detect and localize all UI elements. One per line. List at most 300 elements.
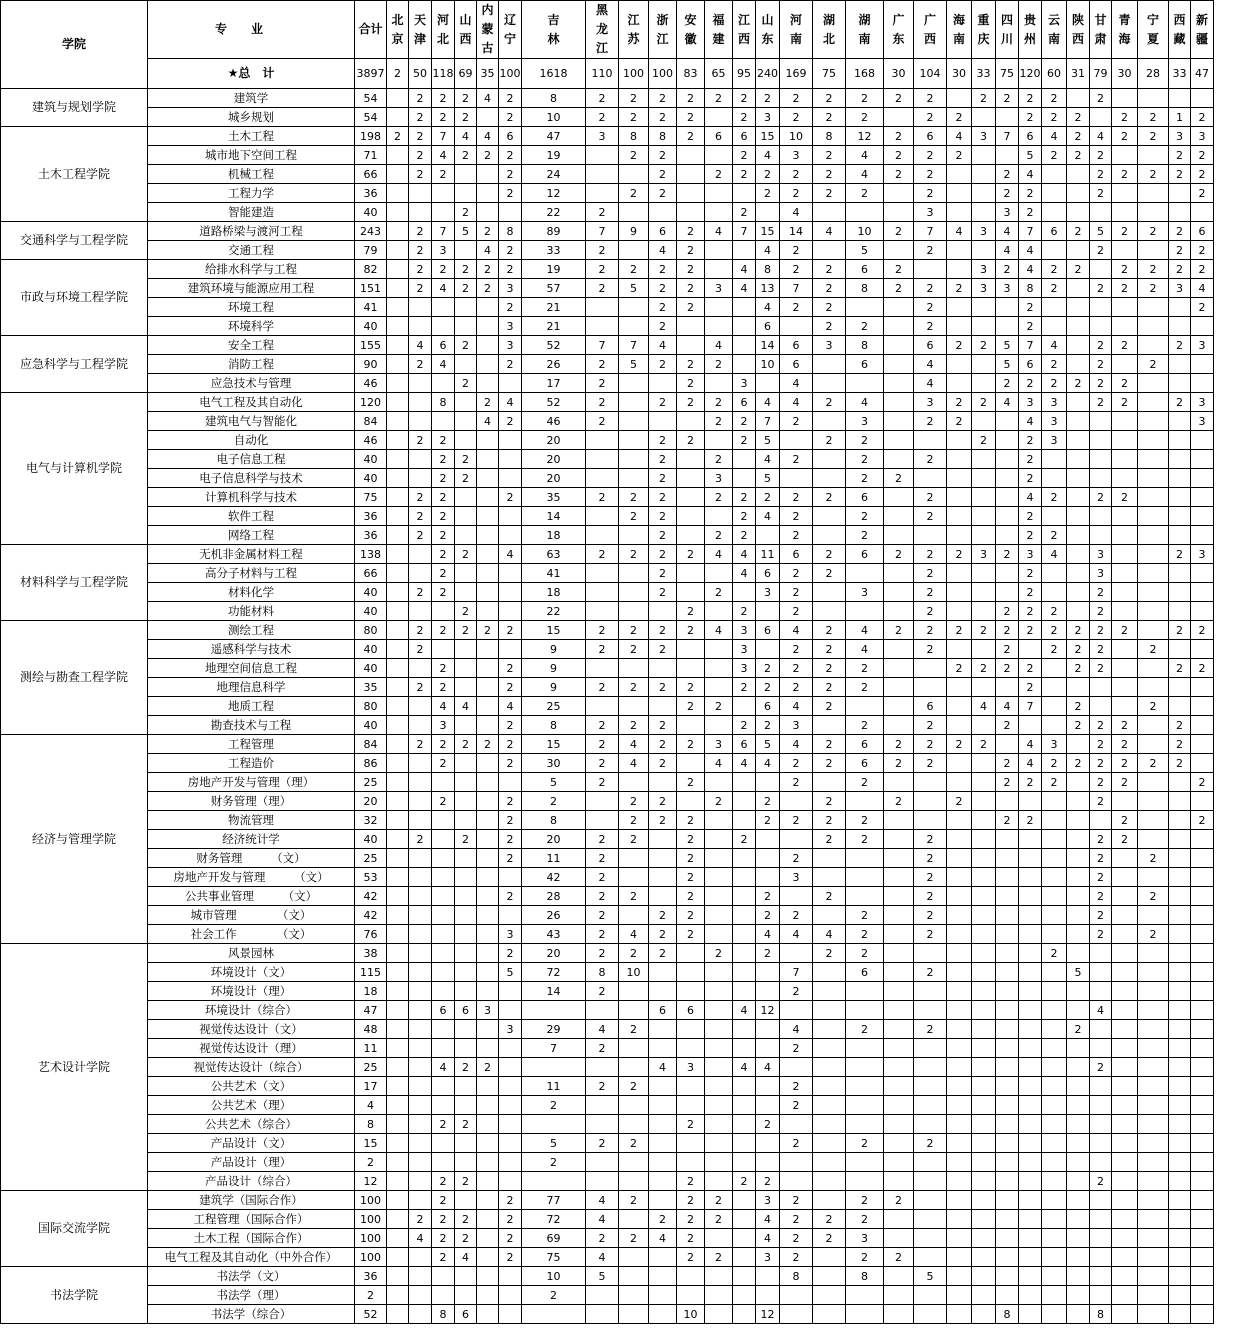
quota-cell: 3 [972,222,996,241]
quota-cell [477,1229,499,1248]
quota-cell [996,925,1019,944]
quota-cell [884,887,914,906]
quota-cell: 2 [846,830,884,849]
quota-cell [1138,374,1169,393]
quota-cell [409,1286,432,1305]
quota-cell [499,773,522,792]
quota-cell: 2 [1090,773,1112,792]
quota-cell: 2 [780,906,813,925]
major-name: 建筑环境与能源应用工程 [148,279,355,298]
quota-cell [432,412,455,431]
quota-cell [499,1077,522,1096]
quota-cell: 2 [649,545,677,564]
quota-cell [619,203,649,222]
table-row [1,222,1236,241]
quota-cell: 2 [846,1134,884,1153]
quota-cell: 2 [1067,374,1090,393]
quota-cell: 2 [1138,754,1169,773]
major-total-cell: 40 [355,583,387,602]
quota-cell: 6 [649,222,677,241]
quota-cell: 2 [780,583,813,602]
quota-cell [1191,849,1214,868]
quota-cell: 3 [477,1001,499,1020]
quota-cell [477,526,499,545]
quota-cell: 2 [619,716,649,735]
quota-cell [914,1210,947,1229]
quota-cell: 2 [409,146,432,165]
quota-cell [947,241,972,260]
quota-cell: 2 [1112,811,1138,830]
province-char: 内 [481,3,494,17]
province-total-cell: 75 [813,59,846,89]
quota-cell: 3 [756,1248,780,1267]
quota-cell: 2 [499,89,522,108]
quota-cell [1138,1058,1169,1077]
quota-cell [1067,1191,1090,1210]
quota-cell [1042,963,1067,982]
quota-cell [914,1286,947,1305]
quota-cell [1067,564,1090,583]
quota-cell: 3 [705,735,733,754]
major-name: 土木工程 [148,127,355,146]
quota-cell [677,526,705,545]
quota-cell: 2 [586,241,619,260]
quota-cell [756,868,780,887]
quota-cell [914,1096,947,1115]
quota-cell: 2 [780,1191,813,1210]
quota-cell: 6 [780,336,813,355]
quota-cell [432,1267,455,1286]
quota-cell: 2 [1042,773,1067,792]
quota-cell: 2 [677,773,705,792]
quota-cell: 2 [1042,355,1067,374]
quota-cell: 2 [432,507,455,526]
quota-cell: 2 [499,830,522,849]
quota-cell [477,488,499,507]
quota-cell [780,431,813,450]
quota-cell: 2 [586,754,619,773]
quota-cell: 2 [499,1210,522,1229]
quota-cell [1067,165,1090,184]
province-header [499,1,522,59]
quota-cell: 2 [499,887,522,906]
quota-cell [387,203,409,222]
quota-cell [1112,659,1138,678]
quota-cell [1042,1077,1067,1096]
table-row [1,165,1236,184]
quota-cell [1042,507,1067,526]
quota-cell: 2 [649,393,677,412]
quota-cell: 2 [1112,830,1138,849]
major-total-cell: 54 [355,89,387,108]
quota-cell: 2 [586,1039,619,1058]
quota-cell [1067,792,1090,811]
quota-cell: 2 [780,165,813,184]
quota-cell [846,1172,884,1191]
quota-cell [1042,659,1067,678]
quota-cell: 2 [649,564,677,583]
quota-cell [780,830,813,849]
quota-cell: 2 [649,507,677,526]
quota-cell [409,697,432,716]
major-total-cell: 36 [355,184,387,203]
province-char: 夏 [1146,31,1159,46]
quota-cell: 2 [586,1229,619,1248]
major-total-cell: 40 [355,469,387,488]
quota-cell [1067,1172,1090,1191]
quota-cell [1138,583,1169,602]
quota-cell: 2 [705,355,733,374]
quota-cell [619,1039,649,1058]
quota-cell [884,925,914,944]
quota-cell [1067,89,1090,108]
quota-cell: 2 [813,279,846,298]
quota-cell: 2 [1042,260,1067,279]
quota-cell [1191,906,1214,925]
quota-cell [1138,963,1169,982]
quota-cell: 4 [619,925,649,944]
table-row [1,1286,1236,1305]
quota-cell [1169,298,1191,317]
quota-cell: 8 [846,1267,884,1286]
quota-cell [733,1267,756,1286]
province-name [947,11,971,49]
quota-cell: 2 [756,1172,780,1191]
quota-cell [884,298,914,317]
quota-cell [972,203,996,222]
quota-cell: 2 [649,317,677,336]
quota-cell [649,868,677,887]
quota-cell: 7 [432,127,455,146]
quota-cell [813,849,846,868]
quota-cell: 2 [813,1229,846,1248]
quota-cell: 2 [1090,925,1112,944]
quota-cell: 2 [586,412,619,431]
quota-cell [1191,431,1214,450]
quota-cell: 2 [619,640,649,659]
table-row [1,925,1236,944]
quota-cell [619,526,649,545]
quota-cell [884,241,914,260]
quota-cell: 2 [409,279,432,298]
quota-cell: 4 [756,507,780,526]
quota-cell: 6 [914,336,947,355]
quota-cell [1138,811,1169,830]
quota-cell [1090,1191,1112,1210]
quota-cell [432,982,455,1001]
quota-cell [1138,735,1169,754]
major-total-cell: 48 [355,1020,387,1039]
quota-cell [733,792,756,811]
table-row [1,887,1236,906]
quota-cell [387,1058,409,1077]
quota-cell [972,583,996,602]
quota-cell: 2 [1067,621,1090,640]
quota-cell: 18 [522,583,586,602]
quota-cell [1138,1267,1169,1286]
quota-cell: 2 [1169,621,1191,640]
quota-cell [705,659,733,678]
quota-cell: 2 [914,963,947,982]
quota-cell [972,146,996,165]
quota-cell [1112,1077,1138,1096]
quota-cell [1112,887,1138,906]
quota-cell [756,1267,780,1286]
quota-cell [1191,1286,1214,1305]
quota-cell: 2 [619,146,649,165]
quota-cell [972,412,996,431]
province-char: 山 [459,12,472,27]
quota-cell [996,1001,1019,1020]
quota-cell [733,944,756,963]
quota-cell [947,1134,972,1153]
quota-cell [1090,317,1112,336]
quota-cell [409,545,432,564]
quota-cell: 2 [522,1153,586,1172]
quota-cell: 4 [996,393,1019,412]
quota-cell [619,317,649,336]
quota-cell [499,1039,522,1058]
quota-cell [499,507,522,526]
quota-cell [387,393,409,412]
province-name [1067,11,1089,49]
quota-cell [1191,89,1214,108]
quota-cell [1138,241,1169,260]
quota-cell [619,450,649,469]
college-name: 经济与管理学院 [1,735,148,944]
quota-cell: 2 [1112,108,1138,127]
table-row [1,697,1236,716]
quota-cell [1067,1210,1090,1229]
quota-cell: 2 [756,716,780,735]
quota-cell [477,925,499,944]
quota-cell [1090,507,1112,526]
quota-cell: 2 [813,108,846,127]
quota-cell [586,165,619,184]
quota-cell [619,374,649,393]
quota-cell: 2 [649,678,677,697]
quota-cell: 2 [586,678,619,697]
table-row [1,849,1236,868]
major-total-cell: 36 [355,507,387,526]
province-total-cell: 75 [996,59,1019,89]
quota-cell: 2 [1090,792,1112,811]
major-name: 书法学（理） [148,1286,355,1305]
table-row [1,336,1236,355]
quota-cell [477,336,499,355]
quota-cell [846,1305,884,1324]
quota-cell: 2 [455,336,477,355]
quota-cell [649,830,677,849]
quota-cell [409,1153,432,1172]
quota-cell [733,773,756,792]
table-row [1,1020,1236,1039]
quota-cell [455,355,477,374]
quota-cell: 2 [677,887,705,906]
quota-cell: 2 [733,678,756,697]
quota-cell: 2 [846,526,884,545]
quota-cell [972,1248,996,1267]
quota-cell: 2 [914,165,947,184]
quota-cell: 2 [780,184,813,203]
quota-cell [586,507,619,526]
quota-cell: 2 [1112,773,1138,792]
quota-cell [387,469,409,488]
table-row [1,868,1236,887]
quota-cell: 26 [522,906,586,925]
quota-cell: 7 [432,222,455,241]
quota-cell [499,526,522,545]
quota-cell: 2 [884,1248,914,1267]
quota-cell: 2 [914,640,947,659]
quota-cell: 2 [996,89,1019,108]
quota-cell [455,1077,477,1096]
quota-cell [1112,697,1138,716]
quota-cell: 2 [499,792,522,811]
quota-cell [619,659,649,678]
quota-cell [1112,1172,1138,1191]
major-name: 无机非金属材料工程 [148,545,355,564]
quota-cell: 11 [756,545,780,564]
quota-cell: 2 [914,108,947,127]
quota-cell: 2 [780,1210,813,1229]
quota-cell: 2 [1090,640,1112,659]
quota-cell [387,944,409,963]
quota-cell [1042,241,1067,260]
quota-cell: 3 [780,716,813,735]
quota-cell [1042,887,1067,906]
quota-cell [733,184,756,203]
quota-cell [1042,165,1067,184]
quota-cell [846,1039,884,1058]
quota-cell [813,1115,846,1134]
quota-cell [1067,1001,1090,1020]
quota-cell: 2 [409,830,432,849]
quota-cell [705,1134,733,1153]
quota-cell [947,507,972,526]
quota-cell: 8 [522,89,586,108]
quota-cell: 7 [1019,222,1042,241]
quota-cell: 2 [1090,906,1112,925]
quota-cell: 2 [432,488,455,507]
quota-cell [884,507,914,526]
quota-cell [619,1115,649,1134]
quota-cell [914,1305,947,1324]
province-char: 州 [1023,31,1036,46]
quota-cell [619,431,649,450]
quota-cell [1019,925,1042,944]
quota-cell [1019,1191,1042,1210]
quota-cell [1019,1096,1042,1115]
quota-cell [1112,564,1138,583]
quota-cell [499,906,522,925]
quota-cell [649,963,677,982]
quota-cell [1067,944,1090,963]
quota-cell [1138,773,1169,792]
major-total-cell: 18 [355,982,387,1001]
quota-cell: 2 [677,1210,705,1229]
quota-cell [619,583,649,602]
quota-cell: 2 [455,374,477,393]
quota-cell: 28 [522,887,586,906]
quota-cell [884,963,914,982]
quota-cell: 2 [619,887,649,906]
quota-cell [1169,450,1191,469]
quota-cell [432,203,455,222]
quota-cell [455,678,477,697]
quota-cell: 2 [996,621,1019,640]
quota-cell [677,412,705,431]
quota-cell: 2 [1138,849,1169,868]
quota-cell: 4 [972,697,996,716]
quota-cell [649,697,677,716]
quota-cell [947,374,972,393]
quota-cell: 2 [705,583,733,602]
major-total-cell: 100 [355,1248,387,1267]
quota-cell [1090,431,1112,450]
province-name [972,11,995,49]
major-name: 产品设计（理） [148,1153,355,1172]
quota-cell [586,1096,619,1115]
quota-cell: 2 [586,488,619,507]
quota-cell: 2 [1019,450,1042,469]
quota-cell: 2 [947,659,972,678]
quota-cell [1191,1134,1214,1153]
quota-cell [432,1020,455,1039]
quota-cell: 2 [1112,735,1138,754]
quota-cell: 2 [455,146,477,165]
quota-cell: 2 [972,393,996,412]
quota-cell: 2 [522,1286,586,1305]
quota-cell: 3 [846,583,884,602]
quota-cell [1169,1191,1191,1210]
quota-cell: 2 [733,89,756,108]
quota-cell: 2 [649,450,677,469]
quota-cell [477,1267,499,1286]
quota-cell [996,1229,1019,1248]
quota-cell [1019,640,1042,659]
quota-cell: 2 [649,906,677,925]
quota-cell [455,184,477,203]
quota-cell: 2 [409,507,432,526]
quota-cell [1067,678,1090,697]
quota-cell: 4 [756,393,780,412]
quota-cell [409,469,432,488]
quota-cell: 2 [1090,659,1112,678]
quota-cell [586,1305,619,1324]
province-header [813,1,846,59]
quota-cell: 14 [756,336,780,355]
quota-cell: 7 [780,279,813,298]
table-row [1,1001,1236,1020]
major-total-cell: 54 [355,108,387,127]
quota-cell: 6 [846,735,884,754]
province-header [387,1,409,59]
quota-cell: 2 [677,697,705,716]
major-total-cell: 80 [355,697,387,716]
quota-cell: 2 [1138,222,1169,241]
quota-cell: 2 [914,906,947,925]
quota-cell: 2 [455,203,477,222]
quota-cell: 4 [756,146,780,165]
quota-cell [947,355,972,374]
quota-cell: 2 [586,830,619,849]
quota-cell: 3 [846,1229,884,1248]
quota-cell: 2 [649,355,677,374]
quota-cell [1169,1305,1191,1324]
quota-cell [649,887,677,906]
quota-cell: 2 [649,583,677,602]
